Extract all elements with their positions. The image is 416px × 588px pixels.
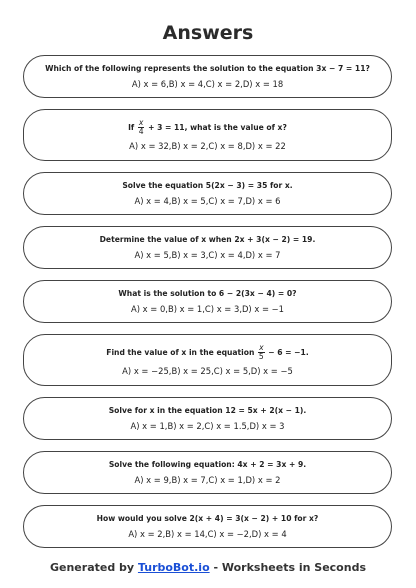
fraction-numerator: x (138, 117, 144, 127)
question-card-8 (23, 451, 392, 494)
answer-options: A) x = 0,B) x = 1,C) x = 3,D) x = −1 (131, 303, 284, 314)
question-prefix: If (128, 122, 135, 132)
question-text: Determine the value of x when 2x + 3(x − 2) = 19. (99, 235, 316, 245)
page-title: Answers (162, 22, 254, 44)
fraction-numerator: x (259, 342, 264, 352)
fraction (138, 119, 145, 137)
question-text: Solve the equation 5(2x − 3) = 35 for x. (122, 181, 293, 191)
question-card-9 (23, 505, 392, 548)
question-text: Solve the following equation: 4x + 2 = 3x + 9. (108, 460, 307, 470)
answer-options: A) x = 32,B) x = 2,C) x = 8,D) x = 22 (129, 141, 286, 152)
answer-options: A) x = −25,B) x = 25,C) x = 5,D) x = −5 (122, 366, 293, 377)
answer-options: A) x = 9,B) x = 7,C) x = 1,D) x = 2 (134, 474, 281, 485)
question-text: How would you solve 2(x + 4) = 3(x − 2) + 10 for x? (96, 514, 319, 524)
answer-options: A) x = 2,B) x = 14,C) x = −2,D) x = 4 (128, 528, 287, 539)
question-prefix: Find the value of x in the equation (106, 347, 255, 357)
question-text: Solve for x in the equation 12 = 5x + 2(x − 1). (108, 406, 307, 416)
answer-options: A) x = 1,B) x = 2,C) x = 1.5,D) x = 3 (130, 420, 285, 431)
question-suffix: + 3 = 11, what is the value of x? (148, 122, 287, 132)
question-card-2 (23, 109, 392, 161)
fraction-denominator: 4 (138, 127, 144, 136)
question-suffix: − 6 = −1. (268, 347, 309, 357)
question-card-1 (23, 55, 392, 98)
question-text: Which of the following represents the solution to the equation 3x − 7 = 11? (45, 64, 370, 74)
turbobot-link[interactable]: TurboBot.io (137, 561, 210, 574)
question-card-3 (23, 172, 392, 215)
question-text: What is the solution to 6 − 2(3x − 4) = 0? (118, 289, 297, 299)
question-card-7 (23, 397, 392, 440)
fraction (258, 344, 265, 362)
answer-options: A) x = 4,B) x = 5,C) x = 7,D) x = 6 (134, 195, 281, 206)
question-card-4 (23, 226, 392, 269)
footer-suffix: - Worksheets in Seconds (213, 561, 366, 574)
answer-list (23, 55, 392, 559)
question-card-6 (23, 334, 392, 386)
fraction-denominator: 5 (258, 352, 264, 361)
answer-options: A) x = 5,B) x = 3,C) x = 4,D) x = 7 (134, 249, 281, 260)
question-text (106, 344, 308, 362)
footer-prefix: Generated by (49, 561, 135, 574)
question-card-5 (23, 280, 392, 323)
question-text (128, 119, 287, 137)
footer (0, 561, 416, 574)
answer-options: A) x = 6,B) x = 4,C) x = 2,D) x = 18 (131, 78, 284, 89)
